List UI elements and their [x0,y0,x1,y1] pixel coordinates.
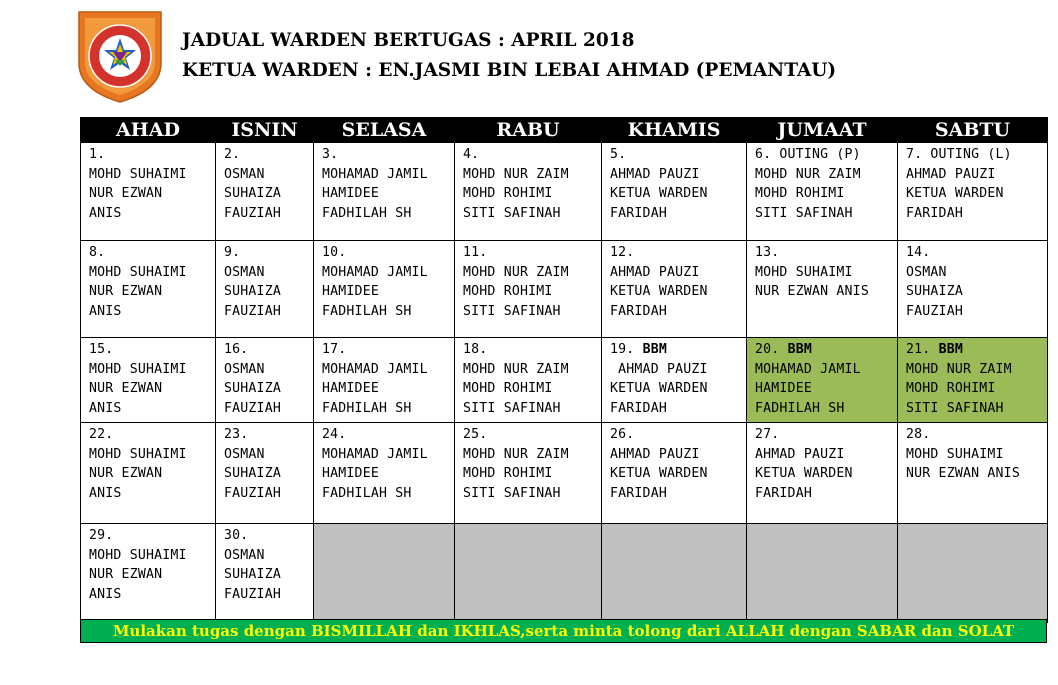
date-line [322,243,454,263]
warden-name: OSMAN [224,264,265,280]
day-header-khamis: KHAMIS [602,118,747,143]
date-line [906,340,1047,360]
warden-name: AHMAD PAUZI [610,264,700,280]
warden-name: SUHAIZA [906,284,963,299]
date-number: 23. [224,427,249,442]
warden-name: KETUA WARDEN [906,186,1004,201]
warden-name: MOHD SUHAIMI [89,446,187,462]
day-cell [455,143,602,241]
day-cell [898,423,1048,524]
page-subtitle: KETUA WARDEN : EN.JASMI BIN LEBAI AHMAD (PEMANTAU) [182,60,837,81]
warden-name: SITI SAFINAH [463,303,561,319]
warden-name: HAMIDEE [755,381,812,396]
warden-name: KETUA WARDEN [610,466,708,481]
roster-table [80,117,1048,623]
day-cell [314,423,455,524]
warden-name: FARIDAH [755,485,812,501]
warden-name: MOHD SUHAIMI [755,264,853,280]
warden-name: MOHAMAD JAMIL [755,361,861,377]
day-cell [81,423,216,524]
date-number: 10. [322,245,347,260]
warden-name: SUHAIZA [224,284,281,299]
warden-name: NUR EZWAN [89,186,163,201]
warden-name: FADHILAH SH [322,400,412,416]
warden-name: MOHAMAD JAMIL [322,361,428,377]
day-cell [81,524,216,623]
warden-name: FADHILAH SH [322,485,412,501]
date-line [906,145,1047,165]
warden-name: OSMAN [906,264,947,280]
warden-name: SUHAIZA [224,567,281,582]
day-cell [81,143,216,241]
date-line [755,340,897,360]
date-line [610,145,746,165]
day-cell [216,338,314,423]
day-cell [602,143,747,241]
warden-name: MOHAMAD JAMIL [322,264,428,280]
week-row [81,338,1048,423]
warden-name: FADHILAH SH [322,205,412,221]
warden-name: FAUZIAH [224,586,281,602]
bbm-tag: BBM [642,342,667,357]
warden-name: MOHD NUR ZAIM [906,361,1012,377]
day-cell [602,423,747,524]
day-header-selasa: SELASA [314,118,455,143]
warden-name: MOHD ROHIMI [755,186,845,201]
day-cell [314,241,455,338]
warden-name: NUR EZWAN [89,567,163,582]
date-line [89,145,215,165]
warden-name: FADHILAH SH [755,400,845,416]
warden-name: NUR EZWAN [89,466,163,481]
warden-name: MOHD NUR ZAIM [463,361,569,377]
empty-day-cell [314,524,455,623]
date-line [224,340,313,360]
day-header-row [81,118,1048,143]
day-cell [216,524,314,623]
date-line [755,243,897,263]
warden-name: FAUZIAH [224,303,281,319]
warden-name: HAMIDEE [322,466,379,481]
page-title: JADUAL WARDEN BERTUGAS : APRIL 2018 [182,30,635,51]
date-number: 30. [224,528,249,543]
warden-name: ANIS [89,303,122,319]
date-number: 11. [463,245,488,260]
day-cell [314,338,455,423]
warden-name: AHMAD PAUZI [610,166,700,182]
warden-name: ANIS [89,485,122,501]
day-cell [216,241,314,338]
warden-name: FARIDAH [906,205,963,221]
warden-name: MOHD NUR ZAIM [463,264,569,280]
warden-name: MOHD SUHAIMI [89,361,187,377]
warden-name: ANIS [89,586,122,602]
day-cell [747,241,898,338]
date-number: 19. [610,342,635,357]
date-line [463,340,601,360]
warden-name: SITI SAFINAH [463,205,561,221]
date-line [906,425,1047,445]
date-line [89,340,215,360]
warden-name: HAMIDEE [322,381,379,396]
day-cell [747,338,898,423]
week-row [81,241,1048,338]
warden-name: FAUZIAH [224,485,281,501]
date-line [89,425,215,445]
warden-name: FADHILAH SH [322,303,412,319]
day-cell [898,241,1048,338]
warden-name: MOHD ROHIMI [463,466,553,481]
day-header-ahad: AHAD [81,118,216,143]
warden-name: MOHAMAD JAMIL [322,166,428,182]
warden-name: KETUA WARDEN [755,466,853,481]
day-header-isnin: ISNIN [216,118,314,143]
roster-body [81,143,1048,623]
warden-name: ANIS [89,205,122,221]
day-header-sabtu: SABTU [898,118,1048,143]
date-line [322,145,454,165]
date-number: 13. [755,245,780,260]
empty-day-cell [898,524,1048,623]
date-number: 2. [224,147,241,162]
warden-name: FAUZIAH [224,400,281,416]
date-line [463,145,601,165]
date-number: 16. [224,342,249,357]
warden-name: NUR EZWAN [89,284,163,299]
warden-name: FAUZIAH [224,205,281,221]
warden-name: ANIS [89,400,122,416]
warden-name: OSMAN [224,166,265,182]
warden-name: SITI SAFINAH [463,485,561,501]
day-cell [81,338,216,423]
day-cell [602,241,747,338]
warden-name: SUHAIZA [224,186,281,201]
day-cell [314,143,455,241]
day-cell [602,338,747,423]
warden-name: FARIDAH [610,205,667,221]
warden-name: OSMAN [224,446,265,462]
date-number: 21. [906,342,931,357]
day-cell [898,143,1048,241]
date-line [224,425,313,445]
week-row [81,423,1048,524]
date-number: 15. [89,342,114,357]
date-number: 28. [906,427,931,442]
date-number: 24. [322,427,347,442]
warden-name: FARIDAH [610,485,667,501]
warden-name: OSMAN [224,547,265,563]
warden-name: FARIDAH [610,303,667,319]
day-header-rabu: RABU [455,118,602,143]
warden-name: SITI SAFINAH [755,205,853,221]
date-number: 14. [906,245,931,260]
empty-day-cell [455,524,602,623]
date-number: 9. [224,245,241,260]
date-number: 20. [755,342,780,357]
date-line [89,243,215,263]
week-row [81,143,1048,241]
warden-name: MOHD NUR ZAIM [463,166,569,182]
day-cell [455,241,602,338]
empty-day-cell [602,524,747,623]
footer-banner: Mulakan tugas dengan BISMILLAH dan IKHLAS,serta minta tolong dari ALLAH dengan SABAR dan SOLAT [80,619,1047,643]
warden-name: NUR EZWAN ANIS [906,466,1020,481]
bbm-tag: BBM [787,342,812,357]
day-cell [216,423,314,524]
warden-name: MOHD NUR ZAIM [755,166,861,182]
warden-name: SITI SAFINAH [463,400,561,416]
date-line [610,425,746,445]
date-number: 18. [463,342,488,357]
date-number: 17. [322,342,347,357]
warden-name: FAUZIAH [906,303,963,319]
warden-name: AHMAD PAUZI [906,166,996,182]
warden-name: MOHD ROHIMI [463,284,553,299]
day-cell [455,423,602,524]
date-number: 25. [463,427,488,442]
date-number: 3. [322,147,339,162]
warden-name: SITI SAFINAH [906,400,1004,416]
date-line [224,145,313,165]
warden-name: MOHD NUR ZAIM [463,446,569,462]
day-cell [216,143,314,241]
warden-name: HAMIDEE [322,284,379,299]
date-line [224,526,313,546]
warden-name: MOHD ROHIMI [906,381,996,396]
warden-name: KETUA WARDEN [610,284,708,299]
date-number: 4. [463,147,480,162]
date-line [610,340,746,360]
warden-name: OSMAN [224,361,265,377]
warden-name: MOHD SUHAIMI [89,264,187,280]
day-cell [455,338,602,423]
day-cell [898,338,1048,423]
date-line [906,243,1047,263]
warden-name: KETUA WARDEN [610,381,708,396]
date-line [610,243,746,263]
warden-name: NUR EZWAN ANIS [755,284,869,299]
empty-day-cell [747,524,898,623]
date-number: 27. [755,427,780,442]
warden-name: MOHD SUHAIMI [906,446,1004,462]
bbm-tag: BBM [938,342,963,357]
day-header-jumaat: JUMAAT [747,118,898,143]
warden-name: KETUA WARDEN [610,186,708,201]
warden-name: NUR EZWAN [89,381,163,396]
date-line [322,425,454,445]
warden-name: MOHD SUHAIMI [89,547,187,563]
warden-name: AHMAD PAUZI [610,446,700,462]
warden-name: MOHAMAD JAMIL [322,446,428,462]
day-cell [81,241,216,338]
warden-name: MOHD ROHIMI [463,381,553,396]
day-cell [747,143,898,241]
date-number: 7. OUTING (L) [906,147,1012,162]
date-number: 6. OUTING (P) [755,147,861,162]
date-line [322,340,454,360]
date-line [89,526,215,546]
date-number: 8. [89,245,106,260]
date-line [224,243,313,263]
warden-name: MOHD SUHAIMI [89,166,187,182]
warden-name: SUHAIZA [224,466,281,481]
warden-name: AHMAD PAUZI [755,446,845,462]
warden-name: AHMAD PAUZI [610,361,708,377]
warden-name: MOHD ROHIMI [463,186,553,201]
date-number: 29. [89,528,114,543]
day-cell [747,423,898,524]
date-line [463,243,601,263]
school-logo [75,8,165,104]
date-number: 22. [89,427,114,442]
warden-name: FARIDAH [610,400,667,416]
date-number: 5. [610,147,627,162]
date-number: 12. [610,245,635,260]
date-line [755,145,897,165]
week-row [81,524,1048,623]
date-line [755,425,897,445]
warden-name: SUHAIZA [224,381,281,396]
warden-name: HAMIDEE [322,186,379,201]
date-line [463,425,601,445]
date-number: 26. [610,427,635,442]
date-number: 1. [89,147,106,162]
